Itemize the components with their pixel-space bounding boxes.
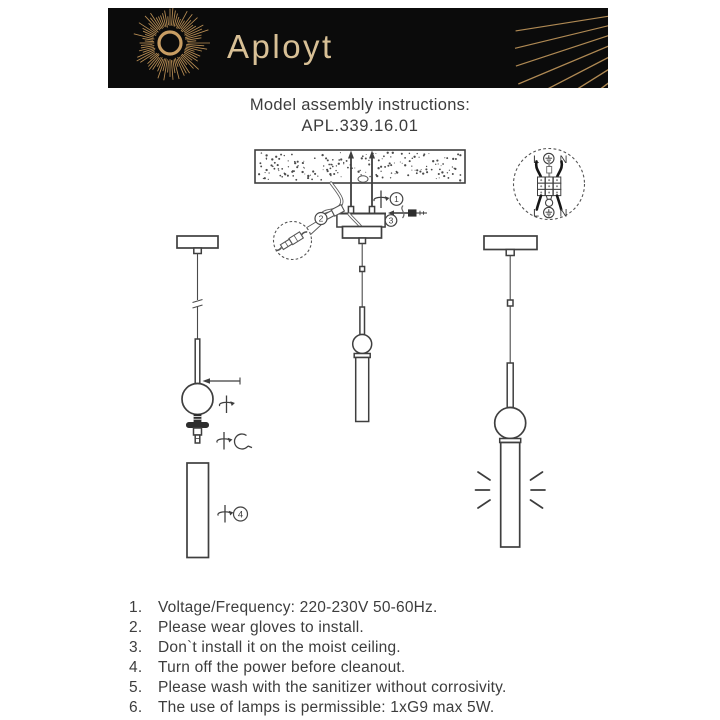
rotate-icon [374,191,390,209]
list-item [129,658,506,678]
sphere [353,335,372,354]
item-text: Voltage/Frequency: 220-230V 50-60Hz. [158,599,438,616]
model-code: APL.339.16.01 [301,117,419,135]
rotate-icon [219,396,235,414]
threaded-stem [194,414,202,422]
callout-4 [234,507,248,521]
item-number: 4. [129,659,143,676]
pendant-exploded-view [177,236,252,558]
callout-2 [315,213,327,225]
item-number: 6. [129,699,143,716]
label-L-bottom: L [532,207,540,220]
pendant-installed-view [343,227,382,422]
item-text: Don`t install it on the moist ceiling. [158,639,401,656]
lamp-socket [194,428,202,443]
item-number: 1. [129,599,143,616]
callout-3 [385,215,397,227]
label-L-top: L [532,154,540,166]
item-text: The use of lamps is permissible: 1xG9 max 5W. [158,699,495,716]
rod [507,363,513,408]
rod [195,339,200,384]
callout-1-label: 1 [394,194,399,205]
canopy [343,227,382,239]
pendant-final-view [476,236,546,547]
callout-2-label: 2 [318,213,324,224]
holder-flange [186,422,209,428]
brand-name: Aployt [227,28,334,65]
insert-arrow-icon [203,378,241,385]
list-item [129,638,506,658]
tube-shade [501,443,520,548]
callout-4-label: 4 [237,509,244,521]
anchor-hole [358,176,368,182]
callout-1 [390,193,403,206]
item-number: 3. [129,639,143,656]
rod [360,307,365,335]
canopy [484,236,537,250]
callout-3-label: 3 [388,215,394,226]
tube-shade [356,358,369,422]
rotate-icon [218,505,234,523]
item-number: 2. [129,619,143,636]
sheet-title: Model assembly instructions: [249,96,471,114]
item-text: Turn off the power before cleanout. [158,659,406,676]
list-item [129,678,506,698]
list-item [129,618,506,638]
rotate-icon [217,432,233,450]
rotate-arc-icon [234,434,252,449]
label-N-top: N [559,154,568,166]
tube-shade [187,463,209,558]
connector-detail [274,222,322,260]
sphere [495,408,526,439]
wiring-diagram [514,149,585,220]
label-N-bottom: N [559,207,568,220]
list-item [129,698,506,718]
ceiling-section [255,150,465,183]
instructions-list [129,598,506,718]
item-number: 5. [129,679,143,696]
sphere [182,384,213,415]
item-text: Please wear gloves to install. [158,619,364,636]
list-item [129,598,506,618]
canopy [177,236,218,248]
terminal-block [538,177,561,196]
item-text: Please wash with the sanitizer without corrosivity. [158,679,507,696]
